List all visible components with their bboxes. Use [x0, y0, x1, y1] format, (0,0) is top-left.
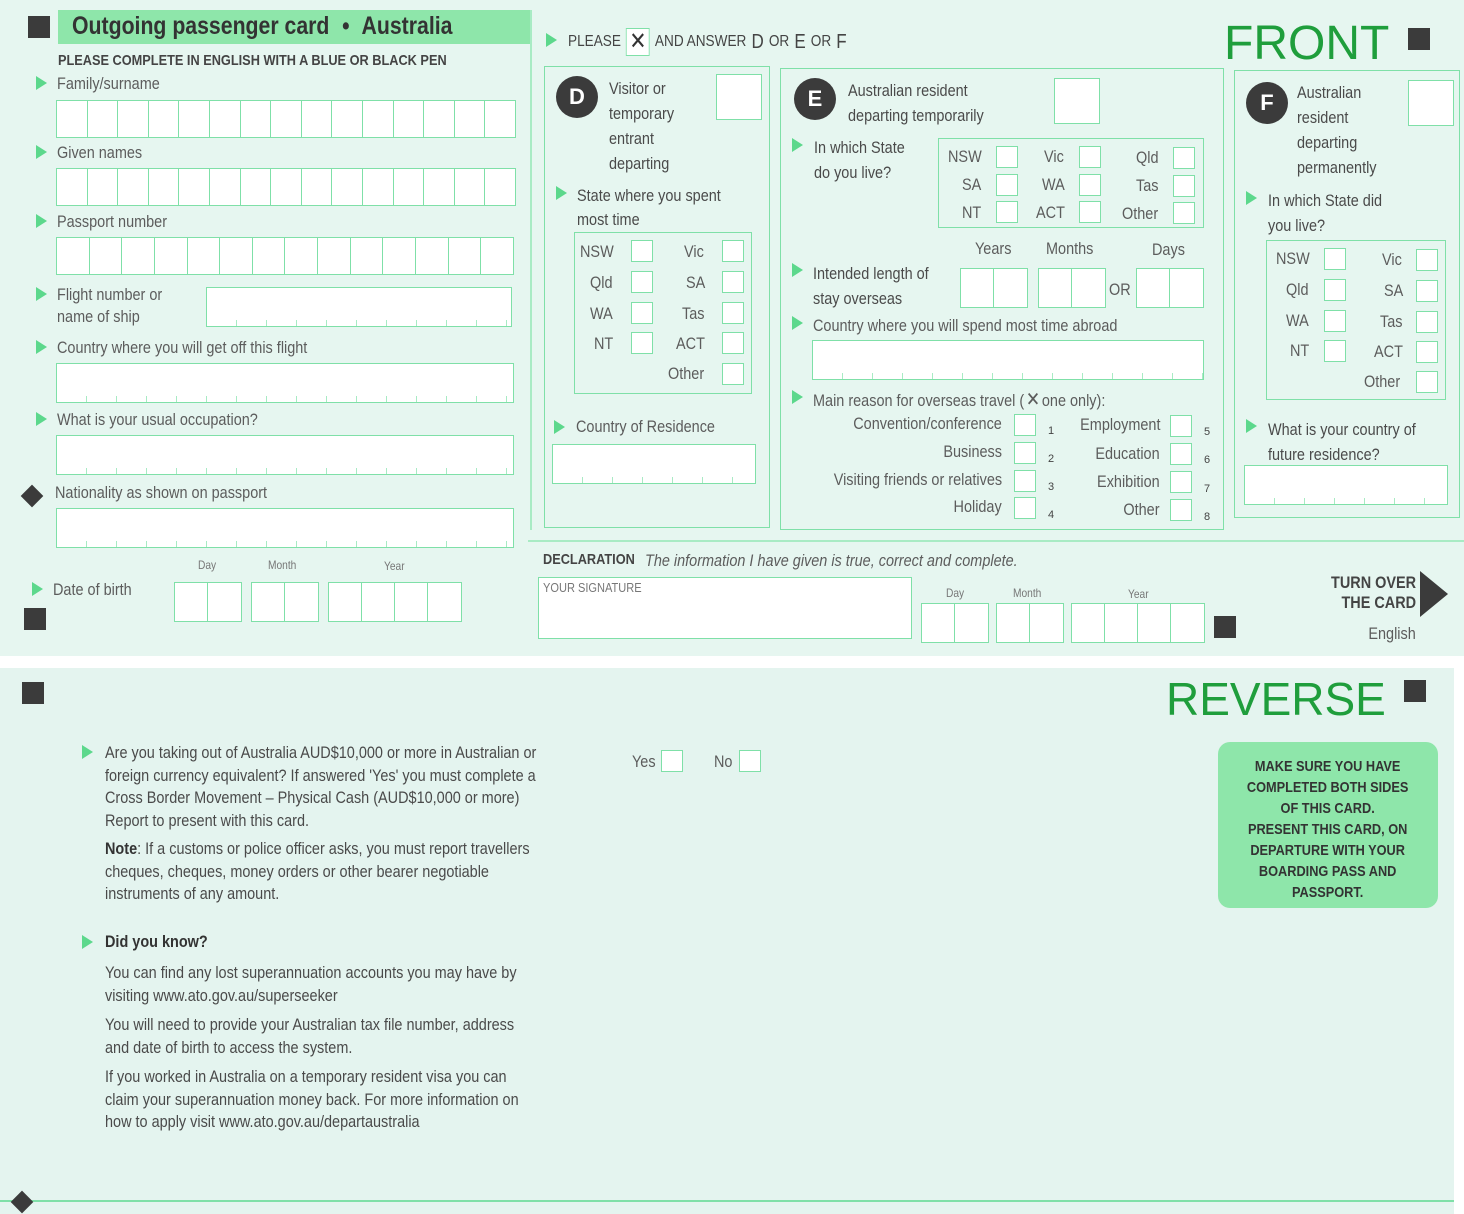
state-checkbox-nsw[interactable]: [631, 240, 653, 262]
dob-day-boxes[interactable]: [174, 582, 242, 622]
section-e-badge: E: [794, 78, 836, 120]
state-label: WA: [590, 304, 613, 323]
stay-days-boxes[interactable]: [1136, 268, 1204, 308]
state-checkbox-tas[interactable]: [722, 302, 744, 324]
section-d-select-box[interactable]: [716, 74, 762, 120]
section-e-select-box[interactable]: [1054, 78, 1100, 124]
state-label: NSW: [1276, 249, 1310, 268]
state-label: Qld: [1136, 148, 1159, 167]
instruction-text: PLEASE COMPLETE IN ENGLISH WITH A BLUE OR BLACK PEN: [58, 52, 447, 69]
reason-number: 2: [1048, 453, 1055, 465]
given-names-label: Given names: [57, 143, 143, 162]
occupation-field[interactable]: [56, 435, 514, 475]
no-checkbox[interactable]: [739, 750, 761, 772]
state-label: WA: [1042, 175, 1065, 194]
note-text: Note: If a customs or police officer asks, you must report travellers cheques, cheques, money orders or other bearer negotiable instruments of any amount.: [105, 839, 530, 903]
country-off-flight-label: Country where you will get off this flight: [57, 338, 308, 357]
stay-months-boxes[interactable]: [1038, 268, 1106, 308]
stay-years-boxes[interactable]: [960, 268, 1028, 308]
dob-year-boxes[interactable]: [328, 582, 462, 622]
state-checkbox-nsw[interactable]: [1324, 248, 1346, 270]
no-label: No: [714, 752, 733, 771]
state-label: ACT: [1374, 342, 1403, 361]
state-label: Tas: [1136, 176, 1159, 195]
state-label: SA: [686, 273, 706, 292]
state-label: Vic: [1044, 147, 1064, 166]
reason-number: 8: [1204, 511, 1211, 523]
state-checkbox-sa[interactable]: [996, 174, 1018, 196]
section-f-title: Australian resident departing permanently: [1297, 83, 1377, 177]
header-bullet: •: [342, 12, 350, 40]
flight-label-line1: Flight number or: [57, 285, 163, 304]
state-label: NSW: [948, 147, 982, 166]
state-checkbox-other[interactable]: [1416, 371, 1438, 393]
decl-year-label: Year: [1128, 587, 1149, 601]
section-d-state-question: State where you spent most time: [577, 186, 721, 229]
card-title: Outgoing passenger card: [72, 12, 330, 40]
pointer-icon: [556, 186, 567, 200]
state-checkbox-vic[interactable]: [722, 240, 744, 262]
state-checkbox-sa[interactable]: [722, 271, 744, 293]
signature-field[interactable]: [538, 577, 912, 639]
country-off-flight-field[interactable]: [56, 363, 514, 403]
country-abroad-field[interactable]: [812, 340, 1204, 380]
please-e: E: [794, 30, 806, 53]
state-label: SA: [962, 175, 982, 194]
reason-label: Employment: [1079, 415, 1160, 434]
reason-checkbox-holiday[interactable]: [1014, 497, 1036, 519]
registration-mark: [1408, 28, 1430, 50]
reminder-text: MAKE SURE YOU HAVE COMPLETED BOTH SIDES OF THIS CARD. PRESENT THIS CARD, ON DEPARTURE WITH YOUR BOARDING PASS AND PASSPORT.: [1246, 758, 1409, 901]
pointer-icon: [792, 316, 803, 330]
state-label: ACT: [676, 334, 705, 353]
cross-mark-icon: ✕: [1025, 389, 1041, 411]
pointer-icon: [1246, 419, 1257, 433]
or-label: OR: [1109, 280, 1131, 299]
days-label: Days: [1152, 240, 1185, 259]
section-e-state-question: In which State do you live?: [814, 138, 905, 182]
state-checkbox-nt[interactable]: [631, 332, 653, 354]
info-paragraph-3: If you worked in Australia on a temporary resident visa you can claim your superannuation money back. For more information on how to apply visit www.ato.gov.au/departaustralia: [105, 1067, 519, 1131]
stay-length-question: Intended length of stay overseas: [813, 264, 929, 308]
pointer-icon: [792, 138, 803, 152]
country-abroad-label: Country where you will spend most time abroad: [813, 316, 1118, 335]
diamond-icon: [11, 1191, 34, 1214]
section-d-title: Visitor or temporary entrant departing: [609, 79, 675, 173]
did-you-know-heading: Did you know?: [105, 932, 208, 951]
state-label: Tas: [682, 304, 705, 323]
state-label: Qld: [590, 273, 613, 292]
please-or: OR: [810, 33, 832, 50]
state-checkbox-wa[interactable]: [1079, 174, 1101, 196]
info-paragraph-1: You can find any lost superannuation accounts you may have by visiting www.ato.gov.au/superseeker: [105, 963, 517, 1005]
future-residence-field[interactable]: [1244, 465, 1448, 505]
state-checkbox-sa[interactable]: [1416, 280, 1438, 302]
decl-month-label: Month: [1013, 586, 1042, 600]
pointer-icon: [554, 420, 565, 434]
state-checkbox-qld[interactable]: [631, 271, 653, 293]
reason-label: Visiting friends or relatives: [833, 470, 1002, 489]
reason-checkbox-business[interactable]: [1014, 442, 1036, 464]
yes-label: Yes: [632, 752, 656, 771]
dob-month-boxes[interactable]: [251, 582, 319, 622]
registration-mark: [24, 608, 46, 630]
state-label: Vic: [1382, 250, 1402, 269]
state-checkbox-other[interactable]: [722, 363, 744, 385]
travel-reason-question: Main reason for overseas travel (✕one only):: [813, 389, 1106, 411]
state-checkbox-tas[interactable]: [1416, 311, 1438, 333]
reason-label: Other: [1123, 500, 1160, 519]
country-residence-label: Country of Residence: [576, 417, 715, 436]
reason-checkbox-education[interactable]: [1170, 443, 1192, 465]
nationality-label: Nationality as shown on passport: [55, 483, 268, 502]
pointer-icon: [36, 412, 47, 426]
reason-label: Business: [943, 442, 1002, 461]
header-bar: [58, 10, 530, 44]
declaration-label: DECLARATION: [543, 551, 635, 568]
reason-label: Holiday: [953, 497, 1002, 516]
reverse-card: [0, 668, 1454, 1214]
declaration-text: The information I have given is true, correct and complete.: [645, 551, 1018, 570]
pointer-icon: [36, 287, 47, 301]
state-label: Other: [1122, 204, 1159, 223]
reason-number: 1: [1048, 425, 1055, 437]
flight-label-line2: name of ship: [57, 307, 140, 326]
years-label: Years: [975, 239, 1012, 258]
state-checkbox-act[interactable]: [722, 332, 744, 354]
cross-mark-icon: ✕: [626, 28, 650, 56]
decl-month-boxes[interactable]: [996, 603, 1064, 643]
pointer-icon: [792, 263, 803, 277]
state-label: Other: [668, 364, 705, 383]
registration-mark: [1404, 680, 1426, 702]
state-label: WA: [1286, 311, 1309, 330]
reason-number: 5: [1204, 426, 1211, 438]
arrow-right-icon: [1420, 571, 1448, 617]
flight-number-field[interactable]: [206, 287, 512, 327]
and-answer-text: AND ANSWER: [654, 33, 747, 50]
state-checkbox-vic[interactable]: [1079, 146, 1101, 168]
decl-day-label: Day: [946, 586, 965, 600]
reason-label: Convention/conference: [853, 414, 1002, 433]
state-checkbox-nt[interactable]: [996, 201, 1018, 223]
section-f-state-question: In which State did you live?: [1268, 191, 1383, 235]
passport-number-label: Passport number: [57, 212, 168, 231]
state-label: NT: [594, 334, 614, 353]
country-residence-field[interactable]: [552, 444, 756, 484]
registration-mark: [28, 16, 50, 38]
passport-number-boxes[interactable]: [56, 237, 514, 275]
registration-mark: [22, 682, 44, 704]
future-residence-question: What is your country of future residence?: [1268, 420, 1416, 464]
state-checkbox-act[interactable]: [1079, 201, 1101, 223]
pointer-icon: [36, 76, 47, 90]
language-label: English: [1368, 624, 1416, 643]
state-label: Vic: [684, 242, 704, 261]
state-checkbox-qld[interactable]: [1324, 279, 1346, 301]
family-name-boxes[interactable]: [56, 100, 516, 138]
reason-label: Exhibition: [1097, 472, 1160, 491]
dob-year-label: Year: [384, 559, 405, 573]
yes-checkbox[interactable]: [661, 750, 683, 772]
diamond-icon: [21, 485, 44, 508]
info-paragraph-2: You will need to provide your Australian tax file number, address and date of birth to access the system.: [105, 1015, 515, 1057]
state-label: Other: [1364, 372, 1401, 391]
state-checkbox-nt[interactable]: [1324, 340, 1346, 362]
pointer-icon: [36, 214, 47, 228]
state-label: Tas: [1380, 312, 1403, 331]
reason-checkbox-exhibition[interactable]: [1170, 471, 1192, 493]
please-f: F: [836, 30, 847, 53]
please-text: PLEASE: [568, 33, 621, 50]
reminder-notice: [1218, 742, 1438, 908]
family-name-label: Family/surname: [57, 74, 160, 93]
given-names-boxes[interactable]: [56, 168, 516, 206]
state-checkbox-wa[interactable]: [1324, 310, 1346, 332]
reverse-heading: REVERSE: [1166, 673, 1386, 725]
reason-checkbox-visiting[interactable]: [1014, 470, 1036, 492]
pointer-icon: [36, 340, 47, 354]
reason-checkbox-other[interactable]: [1170, 499, 1192, 521]
pointer-icon: [36, 145, 47, 159]
reason-number: 3: [1048, 481, 1055, 493]
please-d: D: [751, 30, 764, 53]
state-label: ACT: [1036, 203, 1065, 222]
turn-over-text: TURN OVER THE CARD: [1330, 573, 1416, 612]
dob-day-label: Day: [198, 558, 217, 572]
section-e-title: Australian resident departing temporarily: [848, 81, 984, 125]
section-f-badge: F: [1246, 82, 1288, 124]
dob-label: Date of birth: [53, 580, 132, 599]
section-d-badge: D: [556, 76, 598, 118]
reason-checkbox-convention[interactable]: [1014, 414, 1036, 436]
occupation-label: What is your usual occupation?: [57, 410, 258, 429]
state-checkbox-vic[interactable]: [1416, 249, 1438, 271]
front-heading: FRONT: [1224, 17, 1390, 70]
state-checkbox-wa[interactable]: [631, 302, 653, 324]
pointer-icon: [1246, 191, 1257, 205]
pointer-icon: [792, 390, 803, 404]
pointer-icon: [546, 33, 557, 47]
reason-number: 4: [1048, 509, 1055, 521]
please-or: OR: [768, 33, 790, 50]
state-label: NT: [962, 203, 982, 222]
signature-label: YOUR SIGNATURE: [543, 580, 642, 595]
section-f-select-box[interactable]: [1408, 80, 1454, 126]
state-label: Qld: [1286, 280, 1309, 299]
nationality-field[interactable]: [56, 508, 514, 548]
decl-day-boxes[interactable]: [921, 603, 989, 643]
decl-year-boxes[interactable]: [1071, 603, 1205, 643]
state-checkbox-nsw[interactable]: [996, 146, 1018, 168]
state-label: NSW: [580, 242, 614, 261]
dob-month-label: Month: [268, 558, 297, 572]
months-label: Months: [1046, 239, 1094, 258]
card-country: Australia: [361, 12, 453, 40]
state-checkbox-other[interactable]: [1173, 202, 1195, 224]
state-label: SA: [1384, 281, 1404, 300]
state-checkbox-qld[interactable]: [1173, 147, 1195, 169]
state-checkbox-tas[interactable]: [1173, 175, 1195, 197]
reason-number: 6: [1204, 454, 1211, 466]
state-checkbox-act[interactable]: [1416, 341, 1438, 363]
reason-number: 7: [1204, 483, 1211, 495]
reason-label: Education: [1095, 444, 1160, 463]
currency-question: Are you taking out of Australia AUD$10,000 or more in Australian or foreign currency equivalent? If answered 'Yes' you must complete a Cross Border Movement – Physical Cash (AUD$10,000 or more) Report to present with this card.: [105, 743, 537, 830]
pointer-icon: [32, 582, 43, 596]
state-label: NT: [1290, 341, 1310, 360]
pointer-icon: [82, 745, 93, 759]
registration-mark: [1214, 616, 1236, 638]
reason-checkbox-employment[interactable]: [1170, 415, 1192, 437]
pointer-icon: [82, 935, 93, 949]
